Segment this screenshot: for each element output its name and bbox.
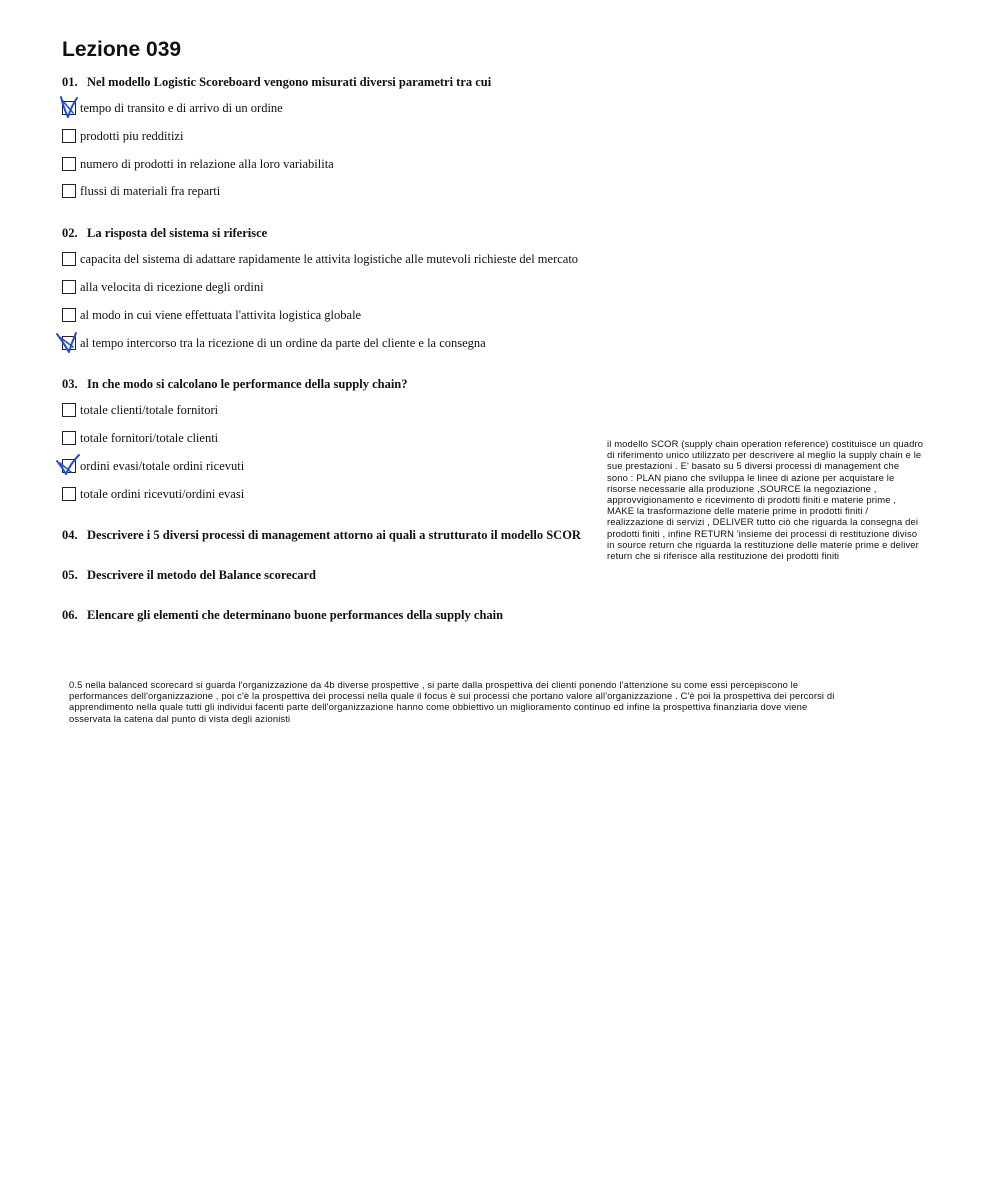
question-text: Descrivere il metodo del Balance scorecard xyxy=(87,568,316,582)
option-label: numero di prodotti in relazione alla loro variabilita xyxy=(80,156,334,171)
answer-option[interactable] xyxy=(62,128,183,144)
answer-line: osservata la catena dal punto di vista degli azionisti xyxy=(69,712,291,724)
answer-line: il modello SCOR (supply chain operation reference) costituisce un quadro xyxy=(607,438,924,449)
answer-option[interactable] xyxy=(62,458,244,474)
checkbox[interactable] xyxy=(62,459,76,473)
question-text: Elencare gli elementi che determinano buone performances della supply chain xyxy=(87,608,504,622)
checkbox[interactable] xyxy=(62,487,76,501)
answer-line: di riferimento unico utilizzato per descrivere al meglio la supply chain e le xyxy=(607,449,922,461)
option-label: capacita del sistema di adattare rapidamente le attivita logistiche alle mutevoli richieste del mercato xyxy=(80,251,579,266)
answer-line: performances dell'organizzazione , poi c'è la prospettiva dei processi nella quale il focus è sui processi che portano valore all'organizzazione . C'è poi la prospettiva dei percorsi di xyxy=(69,690,835,702)
question-number: 02. xyxy=(62,226,78,240)
answer-line: sono : PLAN piano che sviluppa le linee di azione per acquistare le xyxy=(607,471,895,483)
answer-line: MAKE la trasformazione delle materie prime in prodotti finiti / xyxy=(607,505,869,517)
answer-option[interactable] xyxy=(62,430,218,446)
checkbox[interactable] xyxy=(62,403,76,417)
answer-option[interactable] xyxy=(62,251,578,267)
answer-line: return che si riferisce alla restituzione dei prodotti finiti xyxy=(607,550,840,562)
checkbox[interactable] xyxy=(62,101,76,115)
question-number: 04. xyxy=(62,528,78,542)
option-label: flussi di materiali fra reparti xyxy=(80,183,221,198)
checkbox[interactable] xyxy=(62,184,76,198)
page-title: Lezione 039 xyxy=(62,38,182,61)
question-06 xyxy=(62,608,503,623)
answer-line: apprendimento nella quale tutti gli individui facenti parte dell'organizzazione hanno come obbiettivo un miglioramento continuo ed infine la prospettiva finanziaria dove viene xyxy=(69,701,808,713)
option-label: totale clienti/totale fornitori xyxy=(80,402,219,417)
option-label: al modo in cui viene effettuata l'attivita logistica globale xyxy=(80,307,362,322)
question-number: 05. xyxy=(62,568,78,582)
answer-line: in source return che riguarda la restituzione delle materie prime e deliver xyxy=(607,538,919,550)
answer-line: realizzazione di servizi , DELIVER tutto ciò che riguarda la consegna dei xyxy=(607,516,919,528)
option-label: ordini evasi/totale ordini ricevuti xyxy=(80,458,245,473)
answer-option[interactable] xyxy=(62,402,218,418)
answer-option[interactable] xyxy=(62,156,334,172)
check-mark-icon xyxy=(55,453,81,477)
option-label: totale fornitori/totale clienti xyxy=(80,430,219,445)
answer-text-scor xyxy=(607,438,992,561)
answer-option[interactable] xyxy=(62,183,220,199)
question-text: In che modo si calcolano le performance della supply chain? xyxy=(87,377,408,391)
answer-line: prodotti finiti , infine RETURN 'insieme dei processi di restituzione diviso xyxy=(607,527,918,539)
question-01 xyxy=(62,75,491,90)
option-label: tempo di transito e di arrivo di un ordine xyxy=(80,100,283,115)
option-label: totale ordini ricevuti/ordini evasi xyxy=(80,486,245,501)
question-03 xyxy=(62,377,408,392)
answer-line: risorse necessarie alla produzione ,SOURCE la negoziazione , xyxy=(607,482,877,494)
answer-option[interactable] xyxy=(62,486,244,502)
option-label: alla velocita di ricezione degli ordini xyxy=(80,279,264,294)
check-mark-icon xyxy=(55,95,81,119)
question-text: Descrivere i 5 diversi processi di management attorno ai quali a strutturato il modello SCOR xyxy=(87,528,581,542)
checkbox[interactable] xyxy=(62,336,76,350)
question-05 xyxy=(62,568,316,583)
question-number: 01. xyxy=(62,75,78,89)
answer-option[interactable] xyxy=(62,335,486,351)
question-04 xyxy=(62,528,581,543)
checkbox[interactable] xyxy=(62,308,76,322)
answer-option[interactable] xyxy=(62,279,264,295)
checkbox[interactable] xyxy=(62,129,76,143)
answer-text-balanced-scorecard xyxy=(69,679,989,724)
question-number: 03. xyxy=(62,377,78,391)
answer-line: sue prestazioni . E' basato su 5 diversi processi di management che xyxy=(607,460,900,472)
answer-option[interactable] xyxy=(62,307,361,323)
answer-line: approvvigionamento e ricevimento di prodotti finiti e materie prime , xyxy=(607,494,897,506)
checkbox[interactable] xyxy=(62,431,76,445)
question-text: Nel modello Logistic Scoreboard vengono misurati diversi parametri tra cui xyxy=(87,75,492,89)
question-text: La risposta del sistema si riferisce xyxy=(87,226,268,240)
answer-line: 0.5 nella balanced scorecard si guarda l'organizzazione da 4b diverse prospettive , si parte dalla prospettiva dei clienti ponendo l'attenzione su come essi percepiscono le xyxy=(69,679,799,690)
option-label: al tempo intercorso tra la ricezione di un ordine da parte del cliente e la consegna xyxy=(80,335,486,350)
checkbox[interactable] xyxy=(62,280,76,294)
answer-option[interactable] xyxy=(62,100,283,116)
checkbox[interactable] xyxy=(62,157,76,171)
question-02 xyxy=(62,226,267,241)
question-number: 06. xyxy=(62,608,78,622)
option-label: prodotti piu redditizi xyxy=(80,128,184,143)
check-mark-icon xyxy=(55,330,81,354)
checkbox[interactable] xyxy=(62,252,76,266)
